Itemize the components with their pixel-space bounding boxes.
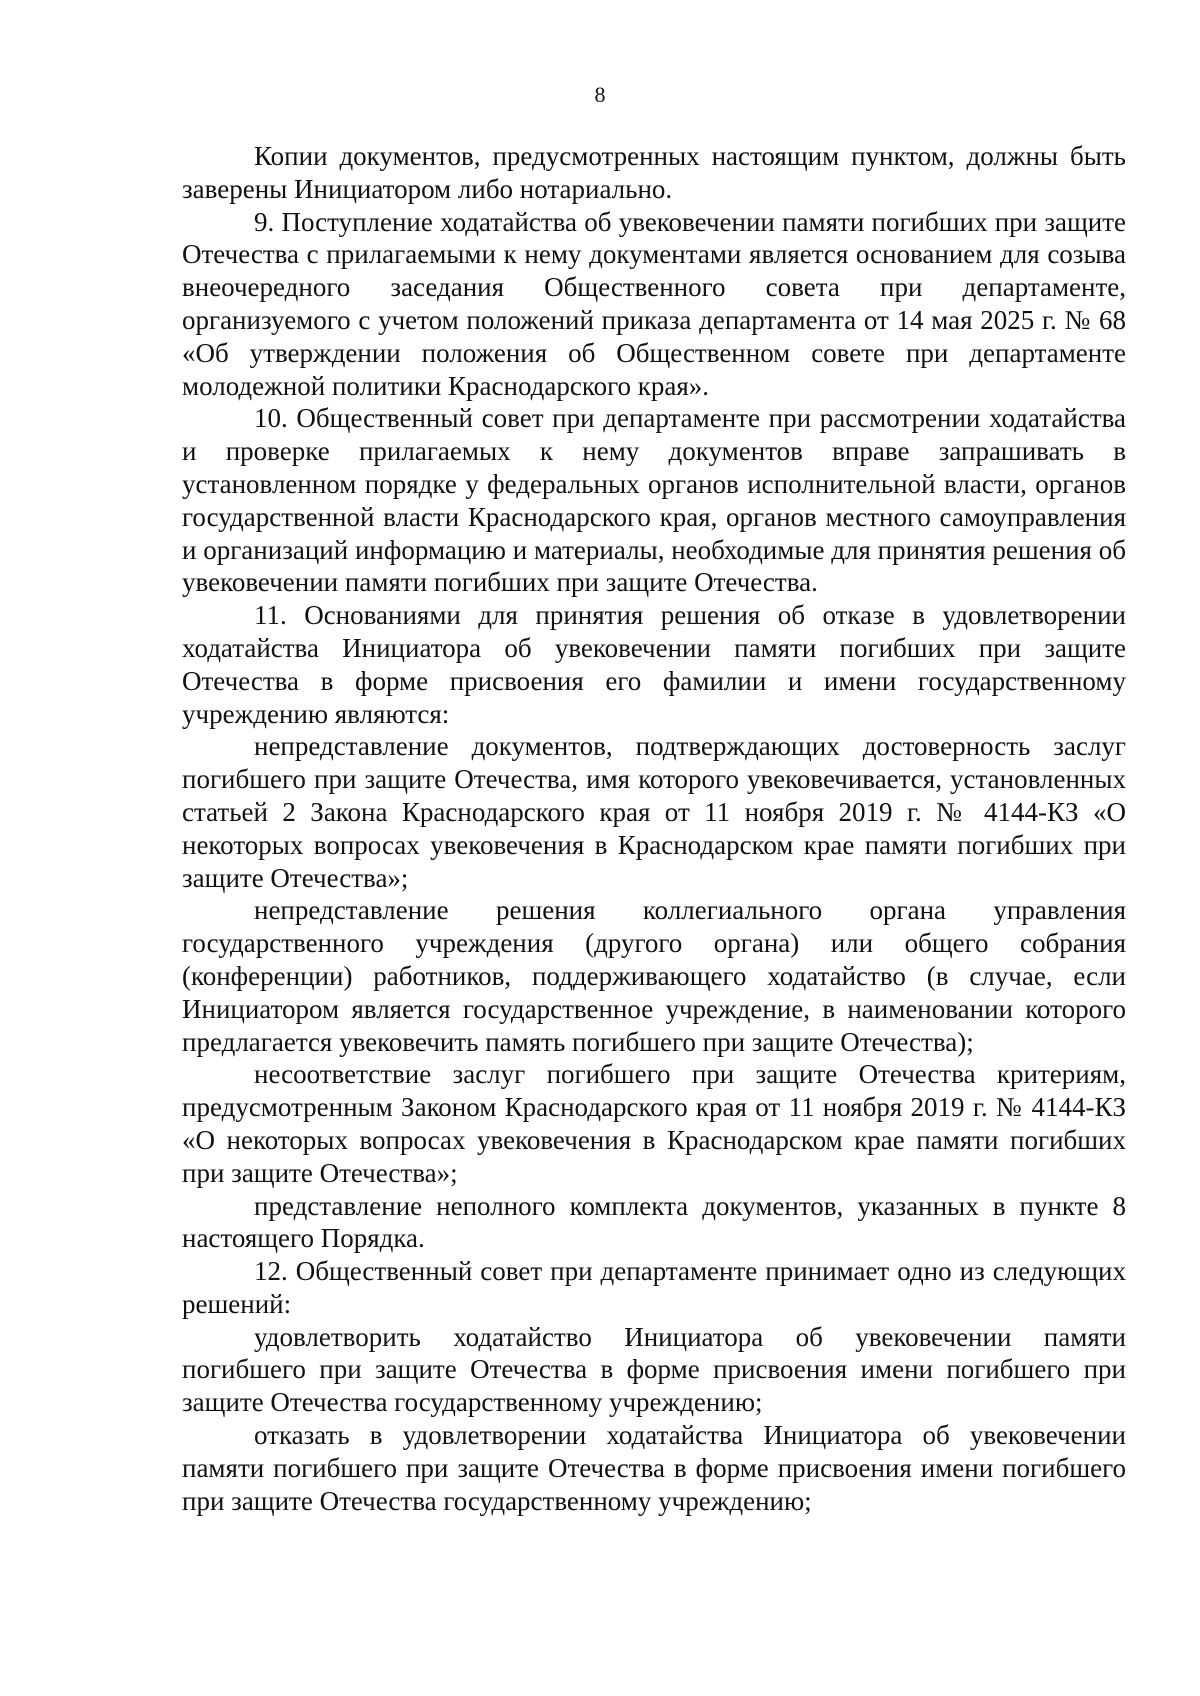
paragraph-refusal-ground-3: несоответствие заслуг погибшего при защите Отечества критериям, предусмотренным Законом Краснодарского края от 11 ноября 2019 г. № 4144-КЗ «О некоторых вопросах увековечения в Краснодарском крае памяти погибших при защите Отечества»; xyxy=(182,1059,1126,1188)
paragraph-item-10: 10. Общественный совет при департаменте при рассмотрении ходатайства и проверке прилагаемых к нему документов вправе запрашивать в установленном порядке у федеральных органов исполнительной власти, органов государственной власти Краснодарского края, органов местного самоуправления и организаций информацию и материалы, необходимые для принятия решения об увековечении памяти погибших при защите Отечества. xyxy=(182,403,1126,598)
paragraph-copies-certification: Копии документов, предусмотренных настоящим пунктом, должны быть заверены Инициатором либо нотариально. xyxy=(182,141,1126,204)
paragraph-item-12: 12. Общественный совет при департаменте принимает одно из следующих решений: xyxy=(182,1256,1126,1319)
paragraph-decision-refuse: отказать в удовлетворении ходатайства Инициатора об увековечении памяти погибшего при защите Отечества в форме присвоения имени погибшего при защите Отечества государственному учреждению; xyxy=(182,1420,1126,1516)
paragraph-item-9: 9. Поступление ходатайства об увековечении памяти погибших при защите Отечества с прилагаемыми к нему документами является основанием для созыва внеочередного заседания Общественного совета при департаменте, организуемого с учетом положений приказа департамента от 14 мая 2025 г. № 68 «Об утверждении положения об Общественном совете при департаменте молодежной политики Краснодарского края». xyxy=(182,206,1126,401)
paragraph-decision-approve: удовлетворить ходатайство Инициатора об увековечении памяти погибшего при защите Отечества в форме присвоения имени погибшего при защите Отечества государственному учреждению; xyxy=(182,1321,1126,1418)
paragraph-refusal-ground-4: представление неполного комплекта документов, указанных в пункте 8 настоящего Порядка. xyxy=(182,1190,1126,1254)
document-body xyxy=(182,140,1126,1517)
paragraph-refusal-ground-2: непредставление решения коллегиального органа управления государственного учреждения (другого органа) или общего собрания (конференции) работников, поддерживающего ходатайство (в случае, если Инициатором является государственное учреждение, в наименовании которого предлагается увековечить память погибшего при защите Отечества); xyxy=(182,895,1126,1057)
paragraph-refusal-ground-1: непредставление документов, подтверждающих достоверность заслуг погибшего при защите Отечества, имя которого увековечивается, установленных статьей 2 Закона Краснодарского края от 11 ноября 2019 г. № 4144-КЗ «О некоторых вопросах увековечения в Краснодарском крае памяти погибших при защите Отечества»; xyxy=(182,731,1126,893)
paragraph-item-11: 11. Основаниями для принятия решения об отказе в удовлетворении ходатайства Инициатора об увековечении памяти погибших при защите Отечества в форме присвоения его фамилии и имени государственному учреждению являются: xyxy=(182,600,1126,729)
page-number: 8 xyxy=(594,82,606,107)
